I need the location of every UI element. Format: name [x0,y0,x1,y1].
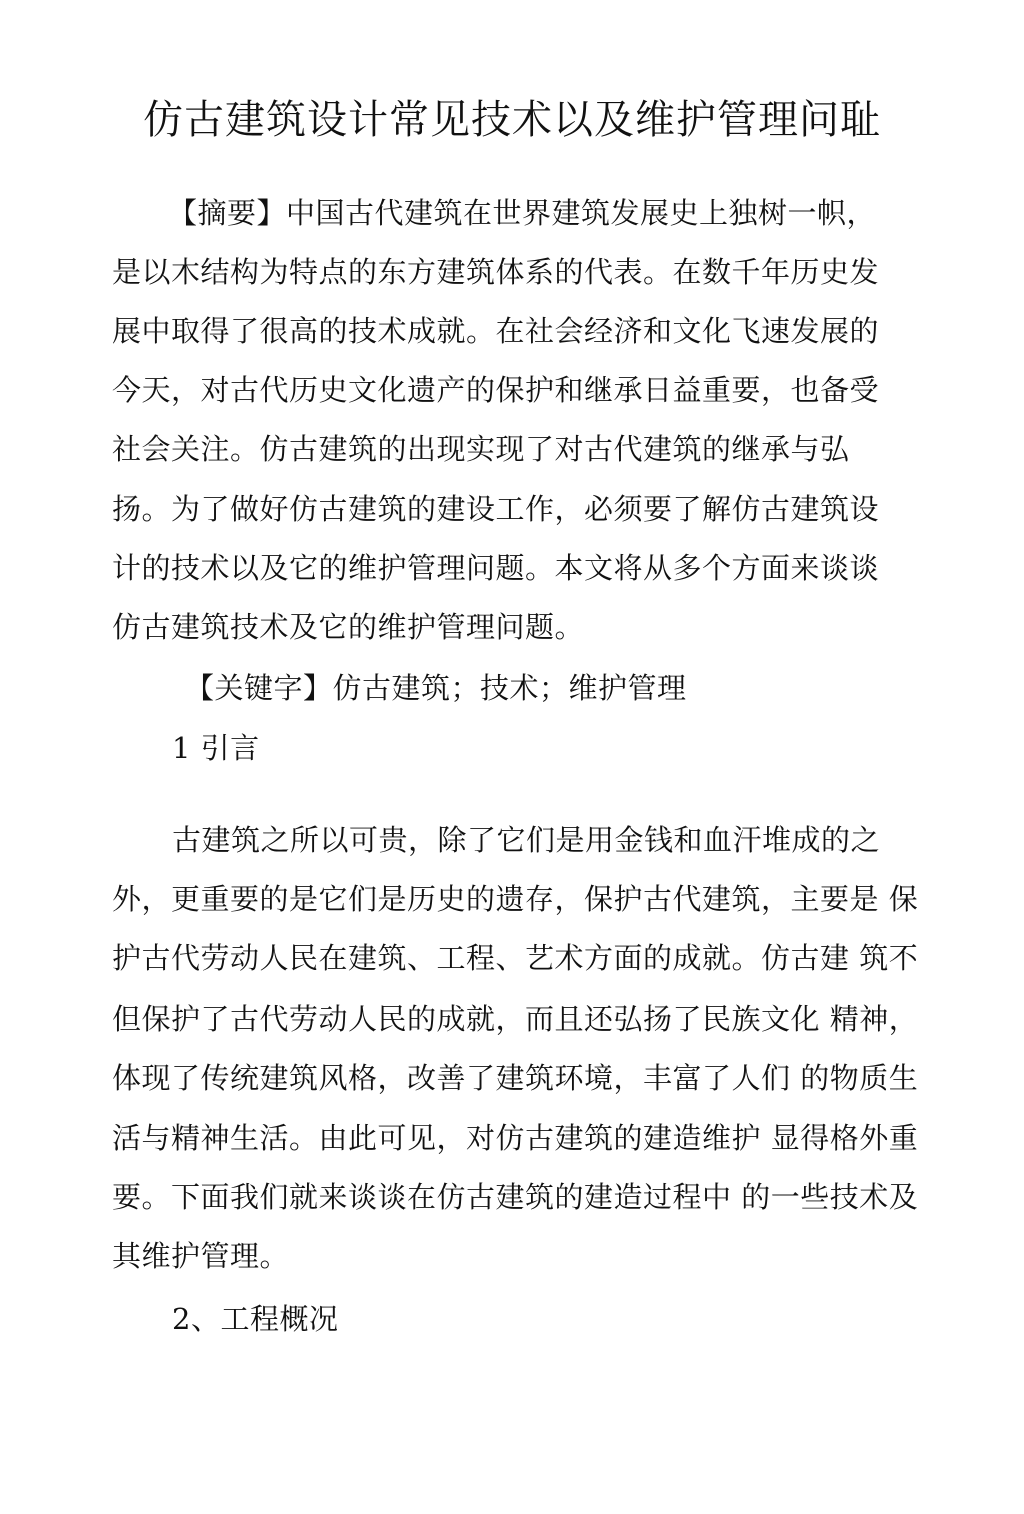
document-title: 仿古建筑设计常见技术以及维护管理问耻 [143,97,881,143]
body-line: 活与精神生活。由此可见，对仿古建筑的建造维护 显得格外重 [112,1121,919,1155]
body-line: 外，更重要的是它们是历史的遗存，保护古代建筑，主要是 保 [112,882,919,916]
abstract-line: 扬。为了做好仿古建筑的建设工作，必须要了解仿古建筑设 [112,492,880,526]
section-heading-introduction: 1 引言 [172,731,260,765]
abstract-line: 今天，对古代历史文化遗产的保护和继承日益重要，也备受 [112,373,880,407]
abstract-line: 【摘要】中国古代建筑在世界建筑发展史上独树一帜， [168,196,877,230]
body-line: 但保护了古代劳动人民的成就，而且还弘扬了民族文化 精神， [112,1002,919,1036]
body-line: 要。下面我们就来谈谈在仿古建筑的建造过程中 的一些技术及 [112,1180,919,1214]
body-line: 古建筑之所以可贵，除了它们是用金钱和血汗堆成的之 [172,823,881,857]
abstract-line: 仿古建筑技术及它的维护管理问题。 [112,610,585,644]
section-heading-project-overview: 2、工程概况 [172,1302,339,1336]
body-line: 体现了传统建筑风格，改善了建筑环境，丰富了人们 的物质生 [112,1061,919,1095]
body-line: 其维护管理。 [112,1239,290,1273]
abstract-line: 是以木结构为特点的东方建筑体系的代表。在数千年历史发 [112,255,880,289]
abstract-line: 社会关注。仿古建筑的出现实现了对古代建筑的继承与弘 [112,432,850,466]
abstract-line: 展中取得了很高的技术成就。在社会经济和文化飞速发展的 [112,314,880,348]
keywords-line: 【关键字】仿古建筑；技术；维护管理 [185,671,687,705]
body-line: 护古代劳动人民在建筑、工程、艺术方面的成就。仿古建 筑不 [112,941,919,975]
abstract-line: 计的技术以及它的维护管理问题。本文将从多个方面来谈谈 [112,551,880,585]
